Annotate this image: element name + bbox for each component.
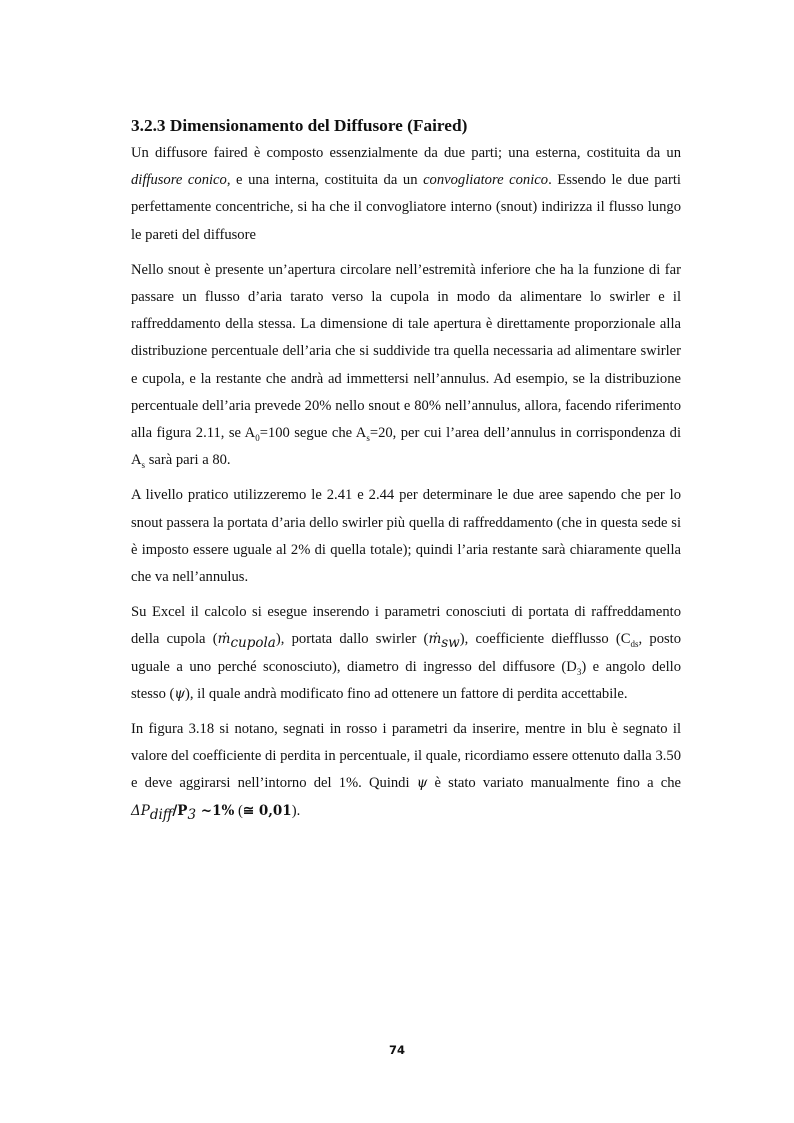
math-value: ≅ 0,01: [242, 802, 292, 819]
text-run: , e una interna, costituita da un: [226, 172, 424, 189]
text-run: ), portata dallo swirler (: [275, 631, 429, 648]
subscript: 3: [576, 666, 582, 677]
text-run: , posto uguale a uno perché sconosciuto), diametro di ingresso del diffusore (D: [131, 631, 682, 675]
page-number: 74: [388, 1043, 405, 1057]
subscript: 0: [255, 432, 260, 443]
math-approx-1pct: ~1%: [196, 802, 235, 819]
text-run: (: [234, 802, 243, 819]
text-run: ).: [291, 802, 301, 819]
text-run: ) e angolo dello stesso (: [131, 658, 682, 702]
paragraph-3: A livello pratico utilizzeremo le 2.41 e 2.44 per determinare le due aree sapendo che per lo snout passera la portata d’aria dello swirler più quella di raffreddamento (che in questa sede si è imposto essere uguale al 2% di quella totale); quindi l’aria restante sarà chiaramente quella che va nell’annulus.: [131, 487, 681, 586]
subscript: s: [366, 432, 370, 443]
paragraph-5: [131, 716, 681, 825]
text-run: =20, per cui l’area dell’annulus in corrispondenza di A: [131, 425, 682, 469]
text-run: è stato variato manualmente fino a che: [427, 775, 681, 792]
math-subscript: diff: [149, 806, 173, 823]
math-subscript: cupola: [230, 635, 276, 652]
math-over-p: /P: [172, 802, 188, 819]
text-run: In figura 3.18 si notano, segnati in rosso i parametri da inserire, mentre in blu è segnato il valore del coefficiente di perdita in percentuale, il quale, ricordiamo essere ottenuto dalla 3.50 e deve aggirarsi nell’intorno del 1%. Quindi: [131, 721, 681, 792]
text-run: Nello snout è presente un’apertura circolare nell’estremità inferiore che ha la funzione di far passare un flusso d’aria tarato verso la cupola in modo da alimentare lo swirler e il raffreddamento della stessa. La dimensione di tale apertura è direttamente proporzionale alla distribuzione percentuale dell’aria che si suddivide tra quella necessaria ad alimentare swirler e cupola, e la restante che andrà ad immettersi nell’annulus. Ad esempio, se la distribuzione percentuale dell’aria prevede 20% nello snout e 80% nell’annulus, allora, facendo riferimento alla figura 2.11, se A: [131, 261, 681, 442]
paragraph-4: [131, 599, 681, 708]
text-run: sarà pari a 80.: [145, 452, 231, 469]
document-page: [131, 115, 681, 833]
math-mdot: ṁ: [217, 631, 231, 648]
math-subscript: sw: [441, 635, 460, 652]
text-run: Un diffusore faired è composto essenzialmente da due parti; una esterna, costituita da un: [131, 145, 681, 161]
emphasis: diffusore conico: [131, 172, 227, 189]
section-title: 3.2.3 Dimensionamento del Diffusore (Faired): [131, 116, 468, 135]
text-run: . Essendo le due parti perfettamente concentriche, si ha che il convogliatore interno (snout) indirizza il flusso lungo le pareti del diffusore: [131, 172, 681, 243]
text-run: Su Excel il calcolo si esegue inserendo i parametri conosciuti di portata di raffreddamento della cupola (: [131, 604, 681, 648]
math-psi: ψ: [174, 685, 185, 702]
emphasis: convogliatore conico: [423, 172, 549, 189]
paragraph-1: [131, 140, 681, 249]
math-psi: ψ: [416, 775, 428, 792]
text-run: ), coefficiente diefflusso (C: [459, 631, 631, 648]
math-delta-p: ΔP: [131, 802, 150, 819]
math-mdot: ṁ: [428, 631, 442, 648]
subscript: s: [141, 460, 146, 471]
text-run: ), il quale andrà modificato fino ad ottenere un fattore di perdita accettabile.: [184, 685, 628, 702]
text-run: =100 segue che A: [259, 425, 367, 442]
math-subscript: 3: [187, 806, 197, 823]
paragraph-2: [131, 257, 681, 475]
subscript: ds: [630, 639, 639, 650]
